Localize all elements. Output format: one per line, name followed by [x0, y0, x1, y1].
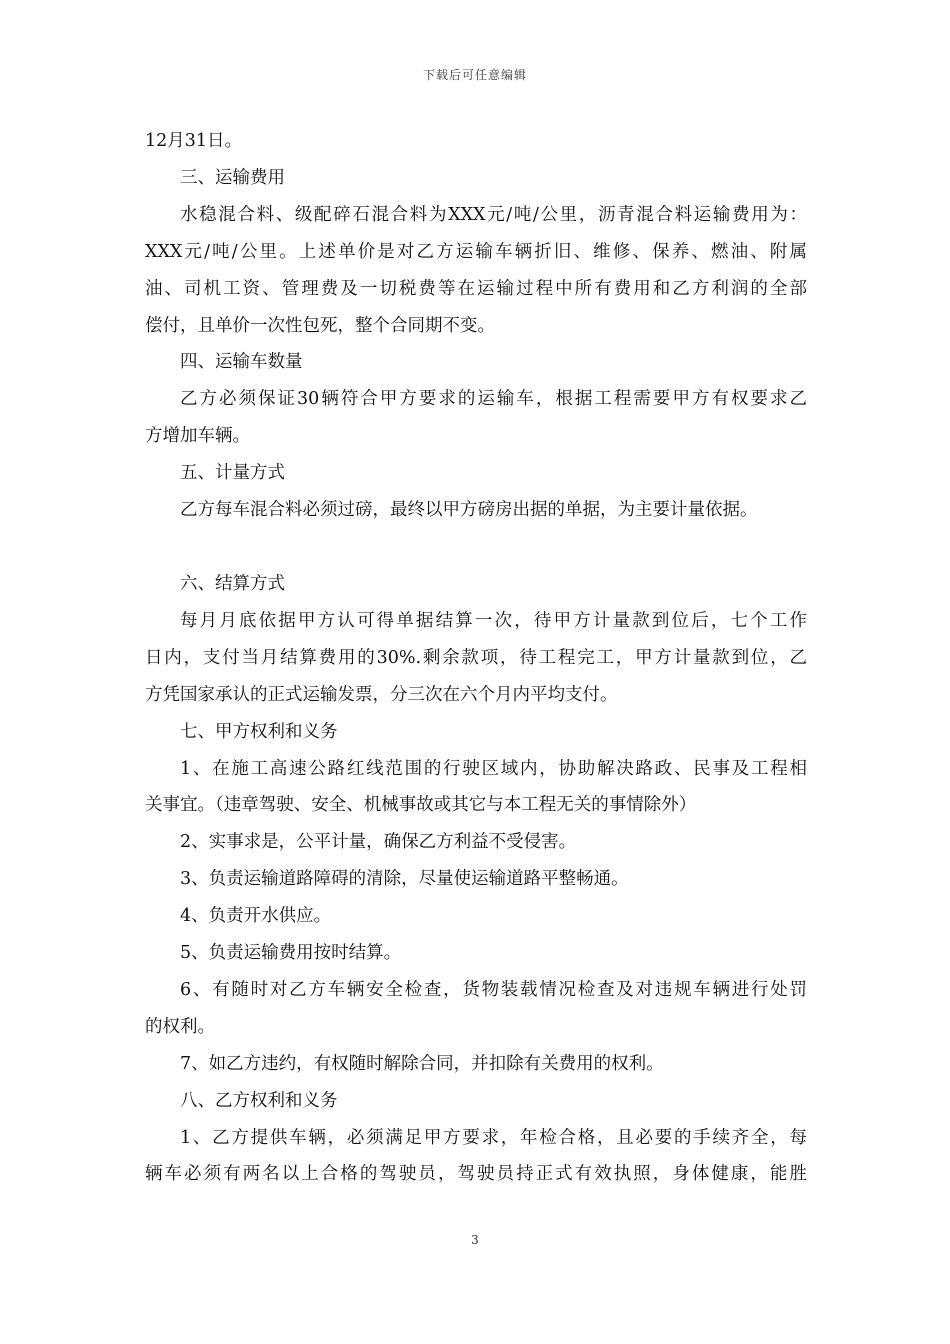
section-heading-party-b-rights: 八、乙方权利和义务 — [180, 1090, 338, 1111]
paragraph-transport-fee-line-4: 偿付，且单价一次性包死，整个合同期不变。 — [145, 315, 495, 336]
page-header: 下载后可任意编辑 — [422, 68, 527, 82]
section-heading-vehicle-count: 四、运输车数量 — [180, 352, 303, 373]
paragraph-transport-fee-line-2: XXX元/吨/公里。上述单价是对乙方运输车辆折旧、维修、保养、燃油、附属 — [145, 241, 807, 262]
party-b-item-1-line-2: 辆车必须有两名以上合格的驾驶员，驾驶员持正式有效执照，身体健康，能胜 — [145, 1164, 807, 1185]
paragraph-settlement-line-3: 方凭国家承认的正式运输发票，分三次在六个月内平均支付。 — [145, 684, 618, 705]
party-a-item-1-line-2: 关事宜。（违章驾驶、安全、机械事故或其它与本工程无关的事情除外） — [145, 795, 697, 816]
party-a-item-5: 5、负责运输费用按时结算。 — [180, 943, 402, 964]
page-number: 3 — [471, 1233, 479, 1247]
section-heading-settlement: 六、结算方式 — [180, 573, 285, 594]
party-a-item-7: 7、如乙方违约，有权随时解除合同，并扣除有关费用的权利。 — [180, 1053, 664, 1074]
paragraph-settlement-line-2: 日内，支付当月结算费用的30%.剩余款项，待工程完工，甲方计量款到位，乙 — [145, 647, 807, 668]
section-heading-transport-fee: 三、运输费用 — [180, 167, 285, 188]
party-a-item-4: 4、负责开水供应。 — [180, 906, 332, 927]
party-a-item-6-line-1: 6、有随时对乙方车辆安全检查，货物装载情况检查及对违规车辆进行处罚 — [180, 979, 807, 1000]
party-a-item-3: 3、负责运输道路障碍的清除，尽量使运输道路平整畅通。 — [180, 869, 629, 890]
party-a-item-6-line-2: 的权利。 — [145, 1016, 215, 1037]
paragraph-settlement-line-1: 每月月底依据甲方认可得单据结算一次，待甲方计量款到位后，七个工作 — [180, 610, 807, 631]
section-heading-party-a-rights: 七、甲方权利和义务 — [180, 721, 338, 742]
paragraph-measurement-line-1: 乙方每车混合料必须过磅，最终以甲方磅房出据的单据，为主要计量依据。 — [180, 500, 758, 521]
party-a-item-2: 2、实事求是，公平计量，确保乙方利益不受侵害。 — [180, 832, 577, 853]
section-heading-measurement: 五、计量方式 — [180, 463, 285, 484]
paragraph-gap — [145, 529, 807, 566]
paragraph-vehicle-count-line-1: 乙方必须保证30辆符合甲方要求的运输车，根据工程需要甲方有权要求乙 — [180, 389, 807, 410]
paragraph-transport-fee-line-1: 水稳混合料、级配碎石混合料为XXX元/吨/公里，沥青混合料运输费用为： — [180, 204, 807, 225]
paragraph-date-end: 12月31日。 — [145, 131, 243, 151]
party-a-item-1-line-1: 1、在施工高速公路红线范围的行驶区域内，协助解决路政、民事及工程相 — [180, 758, 807, 779]
paragraph-transport-fee-line-3: 油、司机工资、管理费及一切税费等在运输过程中所有费用和乙方利润的全部 — [145, 278, 807, 299]
document-body — [145, 123, 807, 1193]
party-b-item-1-line-1: 1、乙方提供车辆，必须满足甲方要求，年检合格，且必要的手续齐全，每 — [180, 1127, 807, 1148]
paragraph-vehicle-count-line-2: 方增加车辆。 — [145, 426, 250, 447]
